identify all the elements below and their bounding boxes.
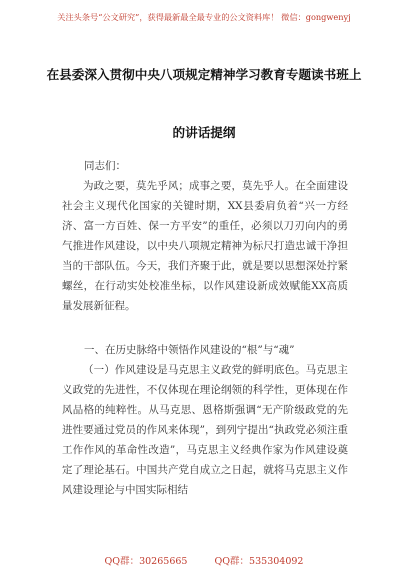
- paragraph-subsection-1: （一）作风建设是马克思主义政党的鲜明底色。马克思主义政党的先进性，不仅体现在理论纲领的科学性，更体现在作风品格的纯粹性。从马克思、恩格斯强调“无产阶级政党的先进性要通过党员的作风来体现”，到列宁提出“执政党必须注重工作作风的革命性改造”，马克思主义经典作家为作风建设奠定了理论基石。中国共产党自成立之日起，就将马克思主义作风建设理论与中国实际相结: [62, 364, 348, 496]
- paragraph-intro: 为政之要，莫先乎风；成事之要，莫先乎人。在全面建设社会主义现代化国家的关键时期，XX县委肩负着“兴一方经济、富一方百姓、保一方平安”的重任，必须以刀刃向内的勇气推进作风建设，以中央八项规定精神为标尺打造忠诚干净担当的干部队伍。今天，我们齐聚于此，就是要以思想深处拧紧螺丝，在行动实处校准坐标，以作风建设新成效赋能XX高质量发展新征程。: [62, 180, 348, 312]
- section-heading-1: 一、在历史脉络中领悟作风建设的“根”与“魂”: [84, 344, 295, 356]
- document-title-line1: 在县委深入贯彻中央八项规定精神学习教育专题读书班上: [46, 67, 362, 82]
- salutation: 同志们：: [84, 160, 126, 172]
- header-banner-text: 关注头条号“公文研究”，获得最新最全最专业的公文资料库！ 微信：gongwenyj: [57, 12, 351, 22]
- header-banner: [0, 12, 408, 23]
- document-title-line2: 的讲话提纲: [172, 125, 236, 140]
- footer-qq-group-1: QQ群：30265665: [104, 556, 188, 567]
- footer-contacts: [0, 553, 408, 567]
- footer-qq-group-2: QQ群：535304092: [214, 556, 304, 567]
